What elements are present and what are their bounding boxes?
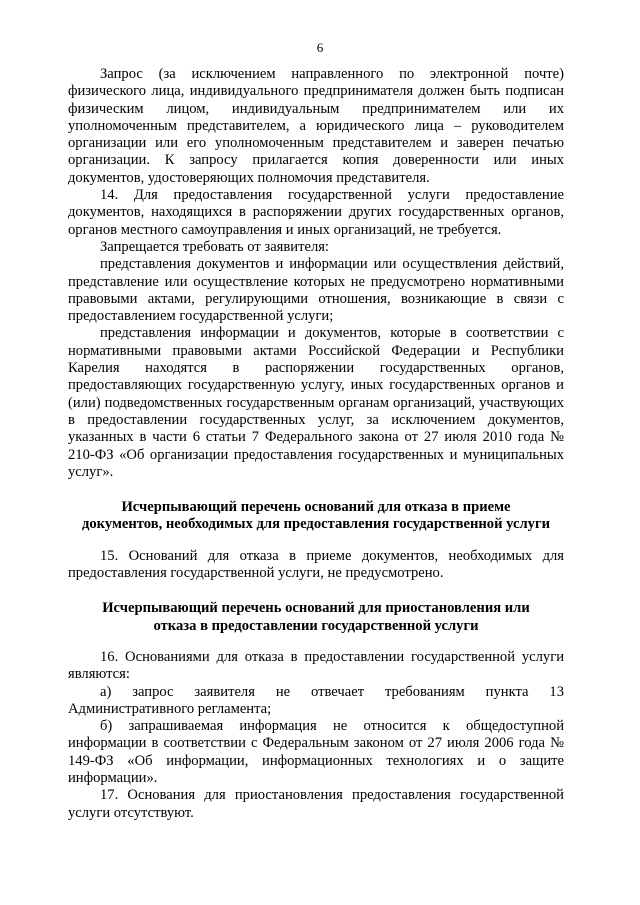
paragraph-request-signing: Запрос (за исключением направленного по электронной почте) физического лица, индивидуального предпринимателя должен быть подписан физическим лицом, индивидуальным предпринимателем или их уполномоченным представителем, а юридического лица – руководителем организации или его уполномоченным представителем и заверен печатью организации. К запросу прилагается копия доверенности или иных документов, удостоверяющих полномочия представителя.: [68, 66, 564, 186]
paragraph-17: 17. Основания для приостановления предоставления государственной услуги отсутствуют.: [68, 787, 564, 821]
paragraph-prohibition-documents: представления информации и документов, которые в соответствии с нормативными правовыми актами Российской Федерации и Республики Карелия находятся в распоряжении государственных органов, предоставляющих государственную услугу, иных государственных органов и (или) подведомственных государственным органам организаций, участвующих в предоставлении государственных услуг, за исключением документов, указанных в части 6 статьи 7 Федерального закона от 27 июля 2010 года № 210-ФЗ «Об организации предоставления государственных и муниципальных услуг».: [68, 325, 564, 480]
section-heading-suspension-refusal-line-2: отказа в предоставлении государственной услуги: [153, 617, 479, 634]
paragraph-16: 16. Основаниями для отказа в предоставлении государственной услуги являются:: [68, 648, 564, 683]
paragraph-prohibition-intro: Запрещается требовать от заявителя:: [100, 238, 329, 255]
document-body: [68, 66, 564, 822]
section-heading-suspension-refusal-line-1: Исчерпывающий перечень оснований для приостановления или: [102, 600, 530, 617]
paragraph-14: 14. Для предоставления государственной услуги предоставление документов, находящихся в распоряжении других государственных органов, органов местного самоуправления и иных организаций, не требуется.: [68, 187, 564, 238]
paragraph-16-item-b: б) запрашиваемая информация не относится к общедоступной информации в соответствии с Федеральным законом от 27 июля 2006 года № 149-ФЗ «Об информации, информационных технологиях и о защите информации».: [68, 718, 564, 786]
page-number: 6: [316, 40, 324, 55]
section-heading-refusal-acceptance-line-2: документов, необходимых для предоставления государственной услуги: [82, 516, 550, 533]
paragraph-16-item-a: а) запрос заявителя не отвечает требованиям пункта 13 Административного регламента;: [68, 683, 564, 717]
paragraph-prohibition-actions: представления документов и информации или осуществления действий, представление или осуществление которых не предусмотрено нормативными правовыми актами, регулирующими отношения, возникающие в связи с предоставлением государственной услуги;: [68, 256, 564, 325]
paragraph-15: 15. Оснований для отказа в приеме документов, необходимых для предоставления государственной услуги, не предусмотрено.: [68, 547, 564, 582]
section-heading-refusal-acceptance-line-1: Исчерпывающий перечень оснований для отказа в приеме: [121, 499, 511, 516]
